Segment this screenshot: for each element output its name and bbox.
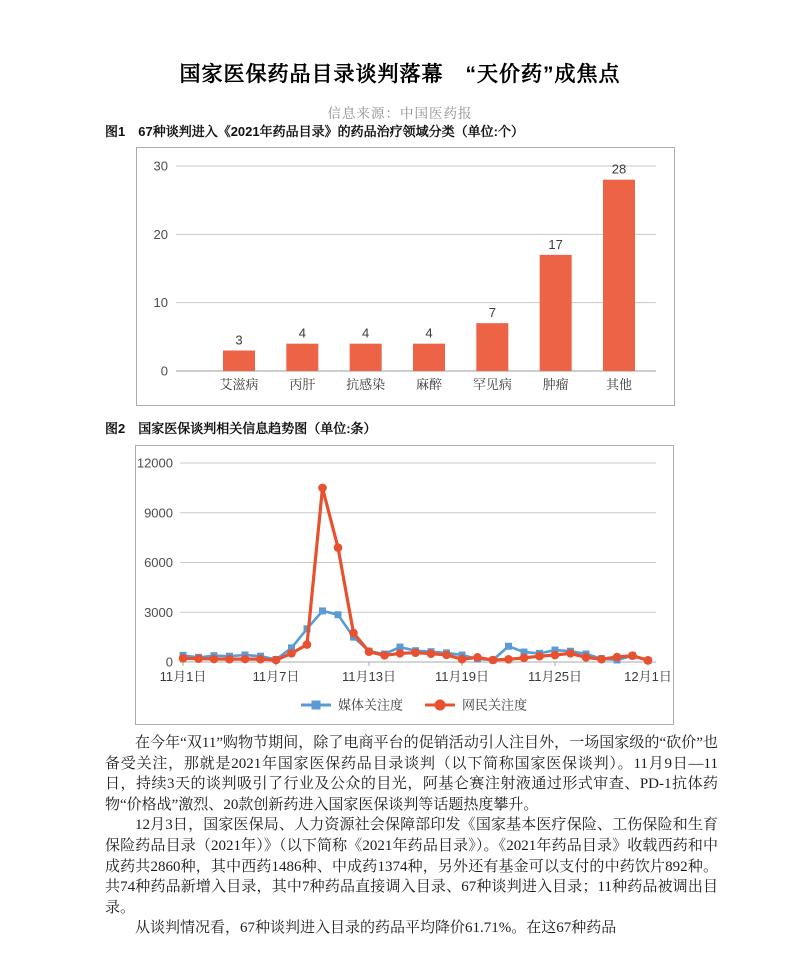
netizen-data-point (210, 655, 219, 664)
netizen-data-point (644, 656, 653, 665)
bar (476, 323, 508, 371)
bar-value-label: 4 (362, 325, 370, 341)
bar-chart-svg (137, 148, 674, 405)
bar (223, 351, 255, 372)
x-axis-tick-label: 11月13日 (342, 669, 396, 684)
y-axis-tick-label: 20 (153, 226, 168, 242)
netizen-data-point (613, 653, 622, 662)
netizen-data-point (411, 648, 420, 657)
netizen-data-point (535, 652, 544, 661)
bar (413, 344, 445, 371)
line-chart-svg (136, 446, 673, 724)
bar-value-label: 4 (298, 325, 306, 341)
bar (350, 344, 382, 371)
legend-square-marker-icon (312, 701, 321, 710)
bar (603, 180, 635, 371)
body-text (105, 733, 718, 939)
bar (540, 255, 572, 371)
y-axis-tick-label: 3000 (144, 604, 173, 620)
legend-label: 网民关注度 (462, 697, 528, 713)
netizen-data-point (287, 649, 296, 658)
x-axis-category-label: 罕见病 (472, 377, 512, 392)
y-axis-tick-label: 0 (160, 363, 168, 379)
y-axis-tick-label: 9000 (144, 505, 173, 521)
netizen-data-point (458, 655, 467, 664)
netizen-data-point (489, 656, 498, 665)
body-paragraph: 12月3日，国家医保局、人力资源社会保障部印发《国家基本医疗保险、工伤保险和生育保险药品目录（2021年）》（以下简称《2021年药品目录》）。《2021年药品目录》收载西药和中成药共2860种，其中西药1486种、中成药1374种，另外还有基金可以支付的中药饮片892种。共74种药品新增入目录，其中7种药品直接调入目录、67种谈判进入目录；11种药品被调出目录。 (105, 817, 718, 916)
figure1-caption: 图1 67种谈判进入《2021年药品目录》的药品治疗领域分类（单位:个） (105, 124, 524, 139)
media-data-point (319, 607, 326, 614)
x-axis-tick-label: 11月25日 (528, 669, 582, 684)
x-axis-tick-label: 12月1日 (624, 669, 672, 684)
netizen-data-point (380, 651, 389, 660)
y-axis-tick-label: 12000 (136, 455, 173, 471)
netizen-data-point (566, 649, 575, 658)
page-title: 国家医保药品目录谈判落幕 “天价药”成焦点 (179, 63, 621, 86)
legend-circle-marker-icon (435, 700, 446, 711)
media-data-point (335, 611, 342, 618)
netizen-data-point (504, 655, 513, 664)
figure1-chart-box (136, 147, 675, 406)
netizen-data-point (442, 651, 451, 660)
legend-label: 媒体关注度 (338, 697, 404, 713)
netizen-data-point (225, 655, 234, 664)
netizen-data-point (551, 651, 560, 660)
bar-value-label: 4 (425, 325, 433, 341)
body-paragraph: 从谈判情况看，67种谈判进入目录的药品平均降价61.71%。在这67种药品 (135, 920, 617, 937)
bar-value-label: 3 (235, 332, 243, 348)
netizen-data-point (241, 655, 250, 664)
netizen-data-point (303, 640, 312, 649)
x-axis-category-label: 丙肝 (289, 377, 316, 392)
netizen-data-point (396, 649, 405, 658)
body-paragraph: 在今年“双11”购物节期间，除了电商平台的促销活动引人注目外，一场国家级的“砍价”也备受关注，那就是2021年国家医保药品目录谈判（以下简称国家医保谈判）。11月9日—11日，持续3天的谈判吸引了行业及公众的目光，阿基仑赛注射液通过形式审查、PD-1抗体药物“价格战”激烈、20款创新药进入国家医保谈判等话题热度攀升。 (105, 735, 718, 813)
x-axis-category-label: 麻醉 (415, 377, 443, 392)
netizen-data-point (179, 654, 188, 663)
figure2-chart-box (135, 445, 674, 725)
netizen-data-point (334, 543, 343, 552)
netizen-data-point (473, 653, 482, 662)
netizen-data-point (582, 653, 591, 662)
figure2-caption: 图2 国家医保谈判相关信息趋势图（单位:条） (105, 421, 377, 436)
media-data-point (505, 643, 512, 650)
bar-value-label: 28 (611, 161, 627, 177)
netizen-data-point (256, 655, 265, 664)
source-line: 信息来源：中国医药报 (327, 106, 473, 121)
x-axis-category-label: 肿瘤 (542, 377, 569, 392)
netizen-data-point (520, 654, 529, 663)
bar-value-label: 7 (488, 305, 496, 321)
netizen-data-point (272, 656, 281, 665)
x-axis-category-label: 其他 (605, 377, 633, 392)
bar-value-label: 17 (548, 236, 563, 252)
netizen-data-point (318, 484, 327, 493)
x-axis-tick-label: 11月1日 (159, 669, 207, 684)
netizen-data-point (349, 629, 358, 638)
y-axis-tick-label: 0 (165, 654, 173, 670)
x-axis-tick-label: 11月7日 (252, 669, 300, 684)
bar (286, 344, 318, 371)
y-axis-tick-label: 30 (153, 158, 168, 174)
netizen-data-point (365, 647, 374, 656)
x-axis-tick-label: 11月19日 (435, 669, 489, 684)
x-axis-category-label: 抗感染 (346, 377, 386, 392)
netizen-data-point (628, 651, 637, 660)
netizen-line (183, 488, 648, 660)
y-axis-tick-label: 6000 (144, 555, 173, 570)
y-axis-tick-label: 10 (153, 295, 168, 311)
netizen-data-point (194, 654, 203, 663)
netizen-data-point (597, 655, 606, 664)
netizen-data-point (427, 649, 436, 658)
x-axis-category-label: 艾滋病 (219, 377, 259, 392)
